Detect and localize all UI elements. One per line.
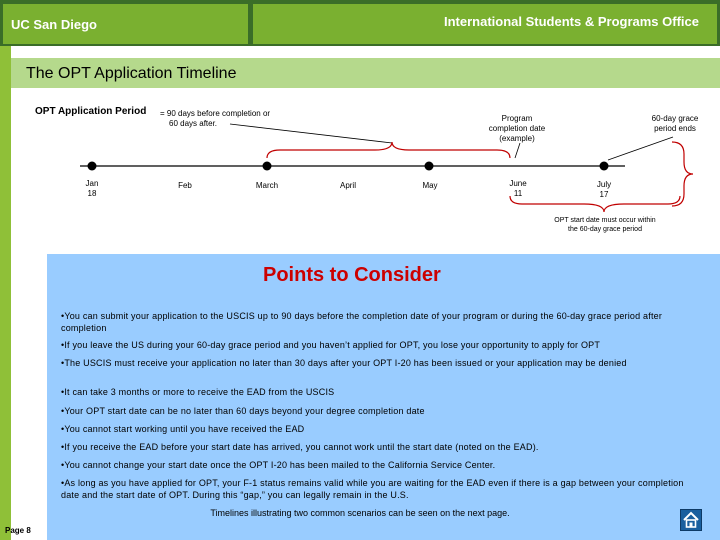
point-item: •You cannot change your start date once the OPT I-20 has been mailed to the California Service Center.	[61, 460, 496, 470]
month-name: May	[422, 181, 438, 190]
start-date-note	[530, 216, 680, 234]
university-name: UC San Diego	[11, 17, 97, 32]
grace-period-label	[640, 114, 710, 134]
month-label-jan	[72, 179, 112, 199]
month-label-april	[328, 181, 368, 191]
period-text-line1: = 90 days before completion or	[160, 109, 271, 118]
point-item: •The USCIS must receive your application no later than 30 days after your OPT I-20 has been issued or your application may be denied	[61, 358, 627, 368]
page-number: Page 8	[5, 526, 31, 535]
month-name: Feb	[178, 181, 192, 190]
office-name: International Students & Programs Office	[444, 14, 699, 29]
point-item: •As long as you have applied for OPT, your F-1 status remains valid while you are waiting for the EAD even if there is a gap between your completion date and the start date of OPT. During this “gap,” you can legally remain in the U.S.	[61, 478, 684, 500]
month-label-june	[498, 179, 538, 199]
point-item: •If you leave the US during your 60-day grace period and you haven’t applied for OPT, you lose your opportunity to apply for OPT	[61, 340, 601, 350]
month-name: June	[509, 179, 527, 188]
point-item: •You can submit your application to the USCIS up to 90 days before the completion date of your program or during the 60-day grace period after completion	[61, 311, 663, 333]
month-label-may	[410, 181, 450, 191]
next-page-note: Timelines illustrating two common scenarios can be seen on the next page.	[210, 508, 510, 518]
month-name: Jan	[85, 179, 99, 188]
timeline-graphic	[0, 0, 720, 245]
application-period-brace	[267, 142, 510, 158]
month-day: 17	[599, 190, 609, 199]
point-item: •Your OPT start date can be no later than 60 days beyond your degree completion date	[61, 406, 425, 416]
grace-label-line1: 60-day grace	[651, 114, 699, 123]
month-name: March	[255, 181, 279, 190]
timeline-dot-july	[600, 162, 609, 171]
application-period-label: OPT Application Period	[35, 106, 147, 117]
program-label-line1: Program	[501, 114, 533, 123]
timeline-dot-may	[425, 162, 434, 171]
point-item: •It can take 3 months or more to receive the EAD from the USCIS	[61, 387, 335, 397]
month-label-march	[247, 181, 287, 191]
home-button[interactable]	[680, 509, 702, 531]
page-title: The OPT Application Timeline	[26, 65, 237, 82]
grace-pointer-line	[608, 137, 673, 160]
month-name: April	[339, 181, 356, 190]
month-name: July	[596, 180, 612, 189]
points-title: Points to Consider	[263, 264, 441, 286]
grace-label-line2: period ends	[654, 124, 696, 133]
timeline-dot-march	[263, 162, 272, 171]
program-label-line2: completion date	[488, 124, 546, 133]
start-note-line2: the 60-day grace period	[568, 226, 642, 233]
month-label-july	[584, 180, 624, 200]
application-period-description	[160, 109, 270, 129]
start-note-line1: OPT start date must occur within	[554, 217, 656, 224]
grace-period-brace	[672, 142, 693, 206]
program-label-line3: (example)	[499, 134, 535, 143]
month-day: 18	[87, 189, 97, 198]
point-item: •You cannot start working until you have received the EAD	[61, 424, 305, 434]
program-completion-label	[480, 114, 554, 144]
point-item: •If you receive the EAD before your start date has arrived, you cannot work until the start date (noted on the EAD).	[61, 442, 539, 452]
timeline-dot-jan	[88, 162, 97, 171]
month-day: 11	[513, 189, 523, 198]
program-pointer-line	[515, 143, 520, 158]
home-icon	[681, 510, 701, 530]
period-text-line2: 60 days after.	[169, 119, 218, 128]
month-label-feb	[165, 181, 205, 191]
